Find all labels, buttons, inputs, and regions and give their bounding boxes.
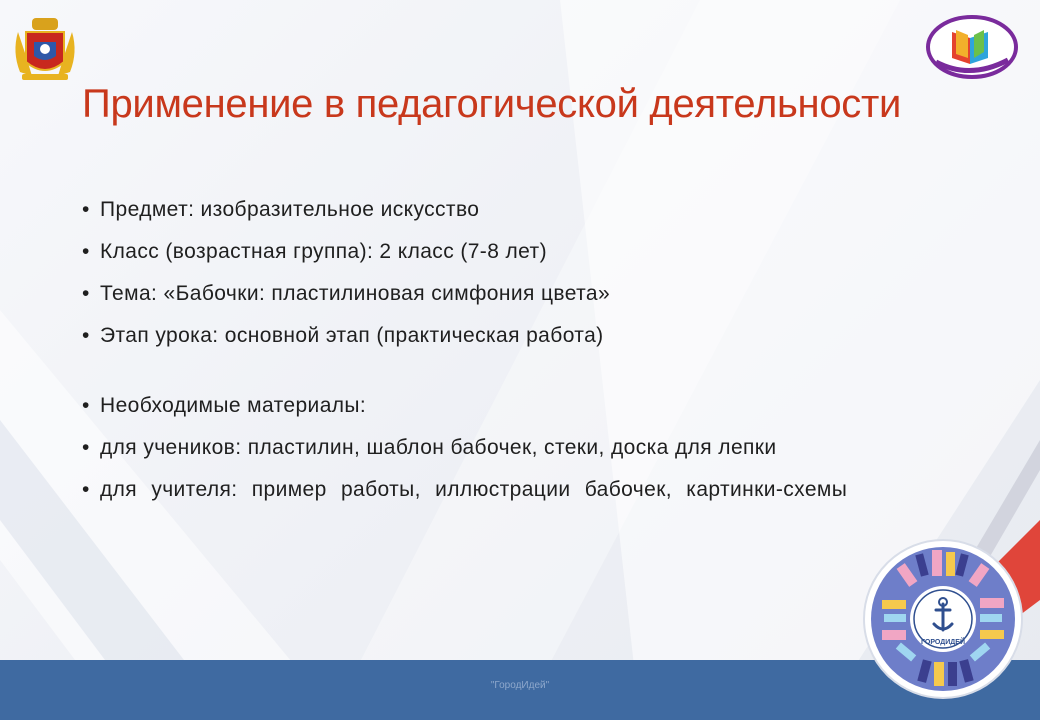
bullet-item-topic: • Тема: «Бабочки: пластилиновая симфония цвета» xyxy=(82,280,960,308)
bullet-item-lesson-stage: • Этап урока: основной этап (практическая работа) xyxy=(82,322,960,350)
bullet-item-materials-heading: • Необходимые материалы: xyxy=(82,392,960,420)
bullet-item-subject: • Предмет: изобразительное искусство xyxy=(82,196,960,224)
bullet-item-student-materials: • для учеников: пластилин, шаблон бабочек, стеки, доска для лепки xyxy=(82,434,960,462)
footer-text: "ГородИдей" xyxy=(490,680,550,691)
bullet-list xyxy=(82,196,960,518)
slide-title: Применение в педагогической деятельности xyxy=(82,82,902,126)
bullet-item-teacher-materials: • для учителя: пример работы, иллюстрации бабочек, картинки-схемы xyxy=(82,476,960,504)
book-logo-icon xyxy=(922,14,1018,80)
city-of-ideas-logo-icon xyxy=(862,538,1024,700)
coat-of-arms-icon xyxy=(12,12,78,88)
bullet-item-grade: • Класс (возрастная группа): 2 класс (7-8 лет) xyxy=(82,238,960,266)
city-logo-text: ГОРОДИДЕЙ xyxy=(921,639,965,646)
